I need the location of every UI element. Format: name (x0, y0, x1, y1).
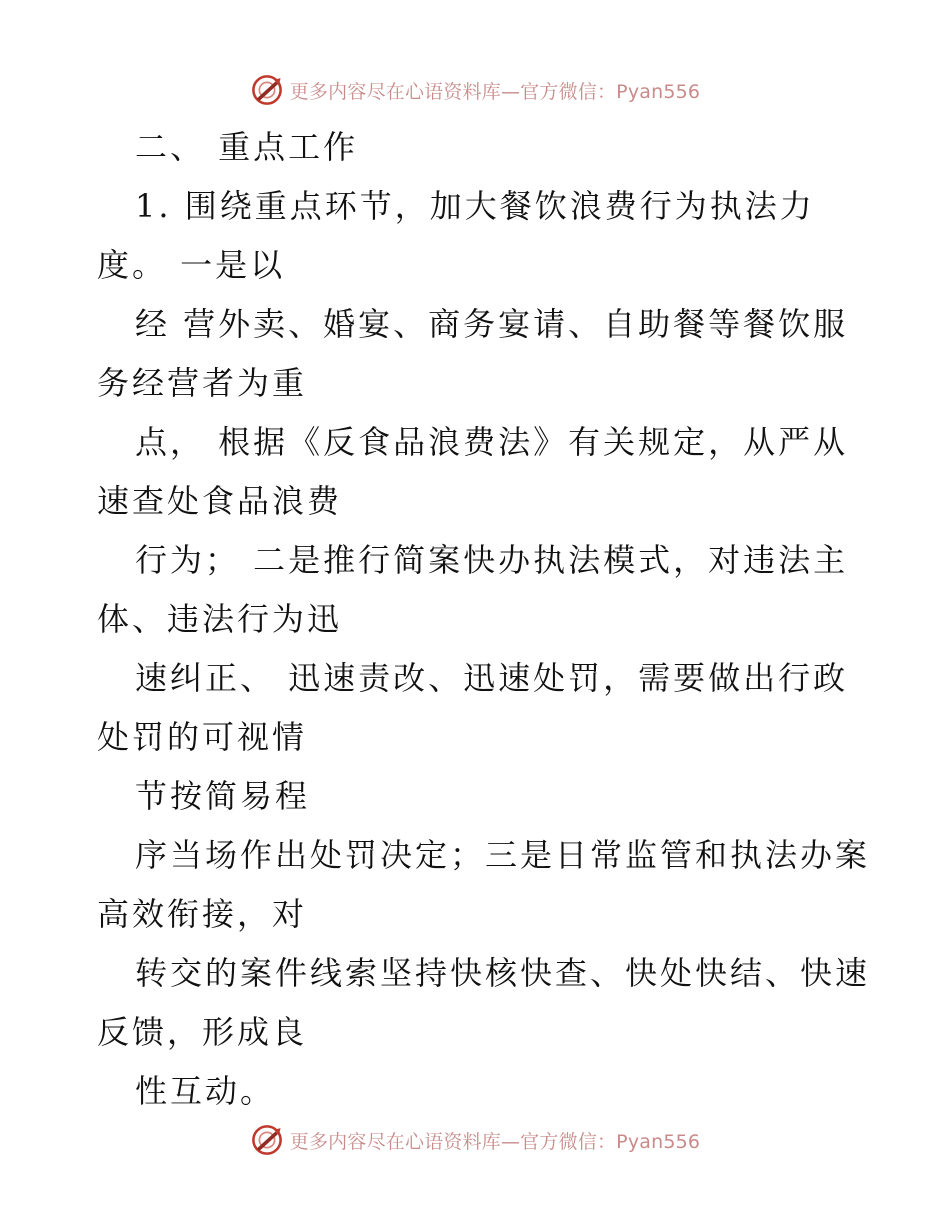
paragraph-line: 行为； 二是推行简案快办执法模式，对违法主 (135, 541, 849, 579)
section-heading: 二、 重点工作 (135, 128, 359, 166)
paragraph-line: 速查处食品浪费 (97, 482, 343, 520)
header-watermark-banner (0, 70, 950, 110)
paragraph-line: 速纠正、 迅速责改、迅速处罚，需要做出行政 (135, 659, 849, 697)
paragraph-line: 处罚的可视情 (97, 718, 308, 756)
paragraph-line: 反馈，形成良 (97, 1013, 308, 1051)
paragraph-line: 高效衔接，对 (97, 895, 308, 933)
paragraph-line: 转交的案件线索坚持快核快查、快处快结、快速 (135, 954, 871, 992)
logo-icon (250, 1123, 284, 1157)
paragraph-line: 点， 根据《反食品浪费法》有关规定，从严从 (135, 423, 849, 461)
paragraph-line: 序当场作出处罚决定；三是日常监管和执法办案 (135, 836, 871, 874)
footer-watermark-banner (0, 1120, 950, 1160)
paragraph-line: 体、违法行为迅 (97, 600, 343, 638)
paragraph-line: 性互动。 (135, 1072, 276, 1110)
paragraph-line: 节按简易程 (135, 777, 311, 815)
logo-icon (250, 73, 284, 107)
paragraph-line: 1. 围绕重点环节，加大餐饮浪费行为执法力 (135, 187, 815, 225)
footer-watermark-text: 更多内容尽在心语资料库—官方微信：Pyan556 (289, 1130, 701, 1153)
paragraph-line: 务经营者为重 (97, 364, 308, 402)
document-body (97, 118, 871, 1121)
header-watermark-text: 更多内容尽在心语资料库—官方微信：Pyan556 (289, 80, 701, 103)
paragraph-line: 经 营外卖、婚宴、商务宴请、自助餐等餐饮服 (135, 305, 849, 343)
paragraph-line: 度。 一是以 (97, 246, 286, 284)
